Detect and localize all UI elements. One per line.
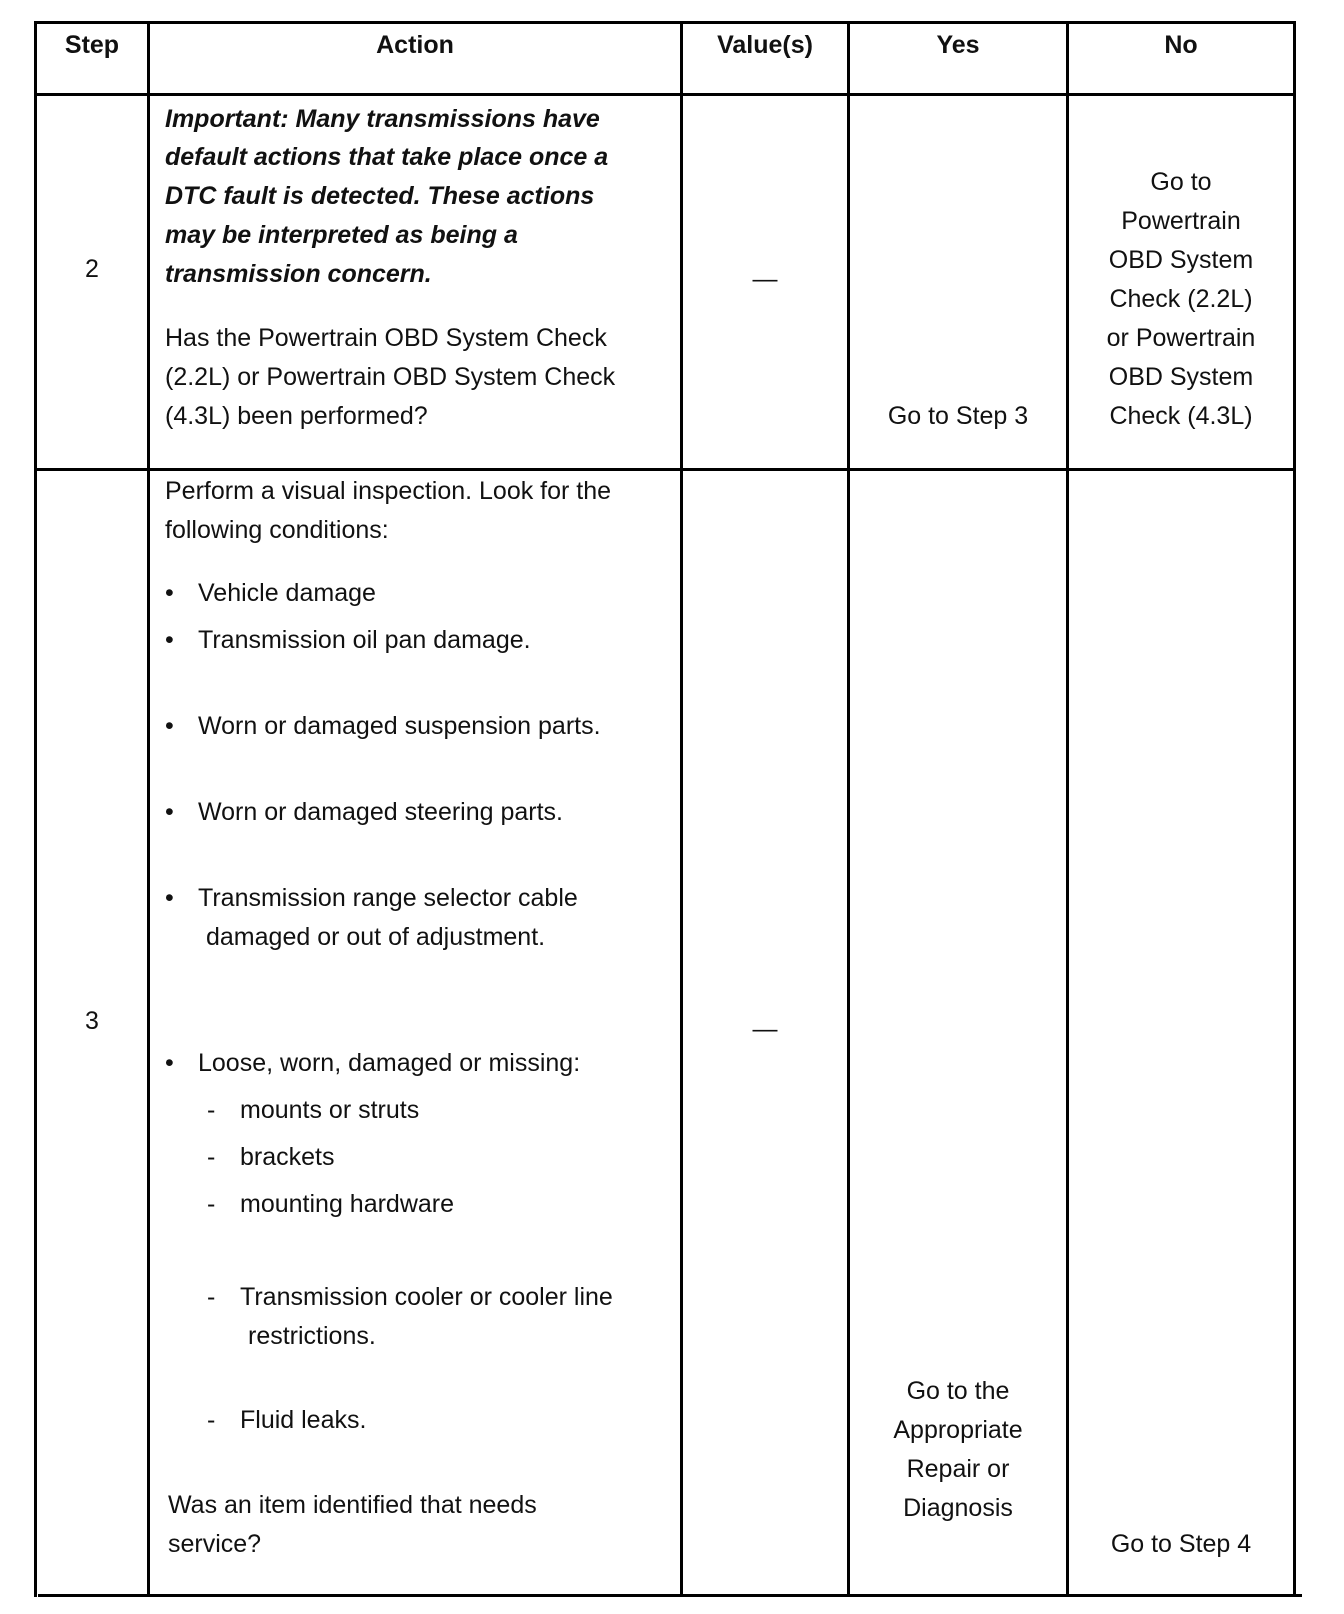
important-note-line: Important: Many transmissions have xyxy=(165,105,600,133)
column-divider-yes xyxy=(847,21,850,1597)
bullet-icon: • xyxy=(165,798,174,826)
bullet-item: Worn or damaged steering parts. xyxy=(198,798,564,826)
sub-item: brackets xyxy=(240,1143,335,1171)
yes-action: Go to Step 3 xyxy=(887,402,1029,430)
value-placeholder-dash: — xyxy=(752,1015,778,1043)
header-yes: Yes xyxy=(936,31,980,59)
bullet-icon: • xyxy=(165,884,174,912)
important-note-line: transmission concern. xyxy=(165,260,432,288)
bullet-icon: • xyxy=(165,712,174,740)
header-no: No xyxy=(1164,31,1198,59)
yes-action-line: Repair or xyxy=(906,1455,1010,1483)
no-action-line: OBD System xyxy=(1108,246,1254,274)
table-top-border xyxy=(34,21,1296,24)
question-line: (2.2L) or Powertrain OBD System Check xyxy=(165,363,616,391)
sub-item: Fluid leaks. xyxy=(240,1406,367,1434)
no-action-line: Check (2.2L) xyxy=(1109,285,1253,313)
intro-line: following conditions: xyxy=(165,516,389,544)
dash-icon: - xyxy=(207,1406,216,1434)
step-number-3: 3 xyxy=(85,1007,99,1035)
question-line: Has the Powertrain OBD System Check xyxy=(165,324,607,352)
important-note-line: may be interpreted as being a xyxy=(165,221,518,249)
dash-icon: - xyxy=(207,1283,216,1311)
no-action-line: Check (4.3L) xyxy=(1109,402,1253,430)
table-bottom-border xyxy=(38,1594,1302,1597)
intro-line: Perform a visual inspection. Look for the xyxy=(165,477,612,505)
bullet-item-continuation: damaged or out of adjustment. xyxy=(206,923,546,951)
bullet-icon: • xyxy=(165,1049,174,1077)
value-placeholder-dash: — xyxy=(752,265,778,293)
dash-icon: - xyxy=(207,1143,216,1171)
yes-action-line: Go to the xyxy=(906,1377,1010,1405)
question-line: Was an item identified that needs xyxy=(168,1491,537,1519)
bullet-icon: • xyxy=(165,626,174,654)
bullet-item: Transmission oil pan damage. xyxy=(198,626,531,654)
sub-item: mounting hardware xyxy=(240,1190,455,1218)
no-action-line: OBD System xyxy=(1108,363,1254,391)
bullet-item: Vehicle damage xyxy=(198,579,376,607)
dash-icon: - xyxy=(207,1096,216,1124)
sub-item: Transmission cooler or cooler line xyxy=(240,1283,613,1311)
question-line: service? xyxy=(168,1530,262,1558)
step-number-2: 2 xyxy=(85,255,99,283)
no-action-line: Powertrain xyxy=(1121,207,1241,235)
row-divider xyxy=(34,468,1296,471)
sub-item-continuation: restrictions. xyxy=(248,1322,376,1350)
bullet-icon: • xyxy=(165,579,174,607)
yes-action-line: Appropriate xyxy=(893,1416,1023,1444)
header-action: Action xyxy=(376,31,454,59)
header-row-divider xyxy=(34,93,1296,96)
no-action: Go to Step 4 xyxy=(1110,1530,1252,1558)
question-line: (4.3L) been performed? xyxy=(165,402,428,430)
header-values: Value(s) xyxy=(717,31,813,59)
column-divider-values xyxy=(680,21,683,1597)
column-divider-action xyxy=(147,21,150,1597)
bullet-item: Worn or damaged suspension parts. xyxy=(198,712,601,740)
important-note-line: DTC fault is detected. These actions xyxy=(165,182,595,210)
sub-item: mounts or struts xyxy=(240,1096,420,1124)
no-action-line: or Powertrain xyxy=(1106,324,1256,352)
bullet-item: Loose, worn, damaged or missing: xyxy=(198,1049,581,1077)
dash-icon: - xyxy=(207,1190,216,1218)
bullet-item: Transmission range selector cable xyxy=(198,884,578,912)
header-step: Step xyxy=(64,31,120,59)
no-action-line: Go to xyxy=(1150,168,1212,196)
important-note-line: default actions that take place once a xyxy=(165,143,609,171)
yes-action-line: Diagnosis xyxy=(903,1494,1013,1522)
table-right-border xyxy=(1293,21,1296,1597)
